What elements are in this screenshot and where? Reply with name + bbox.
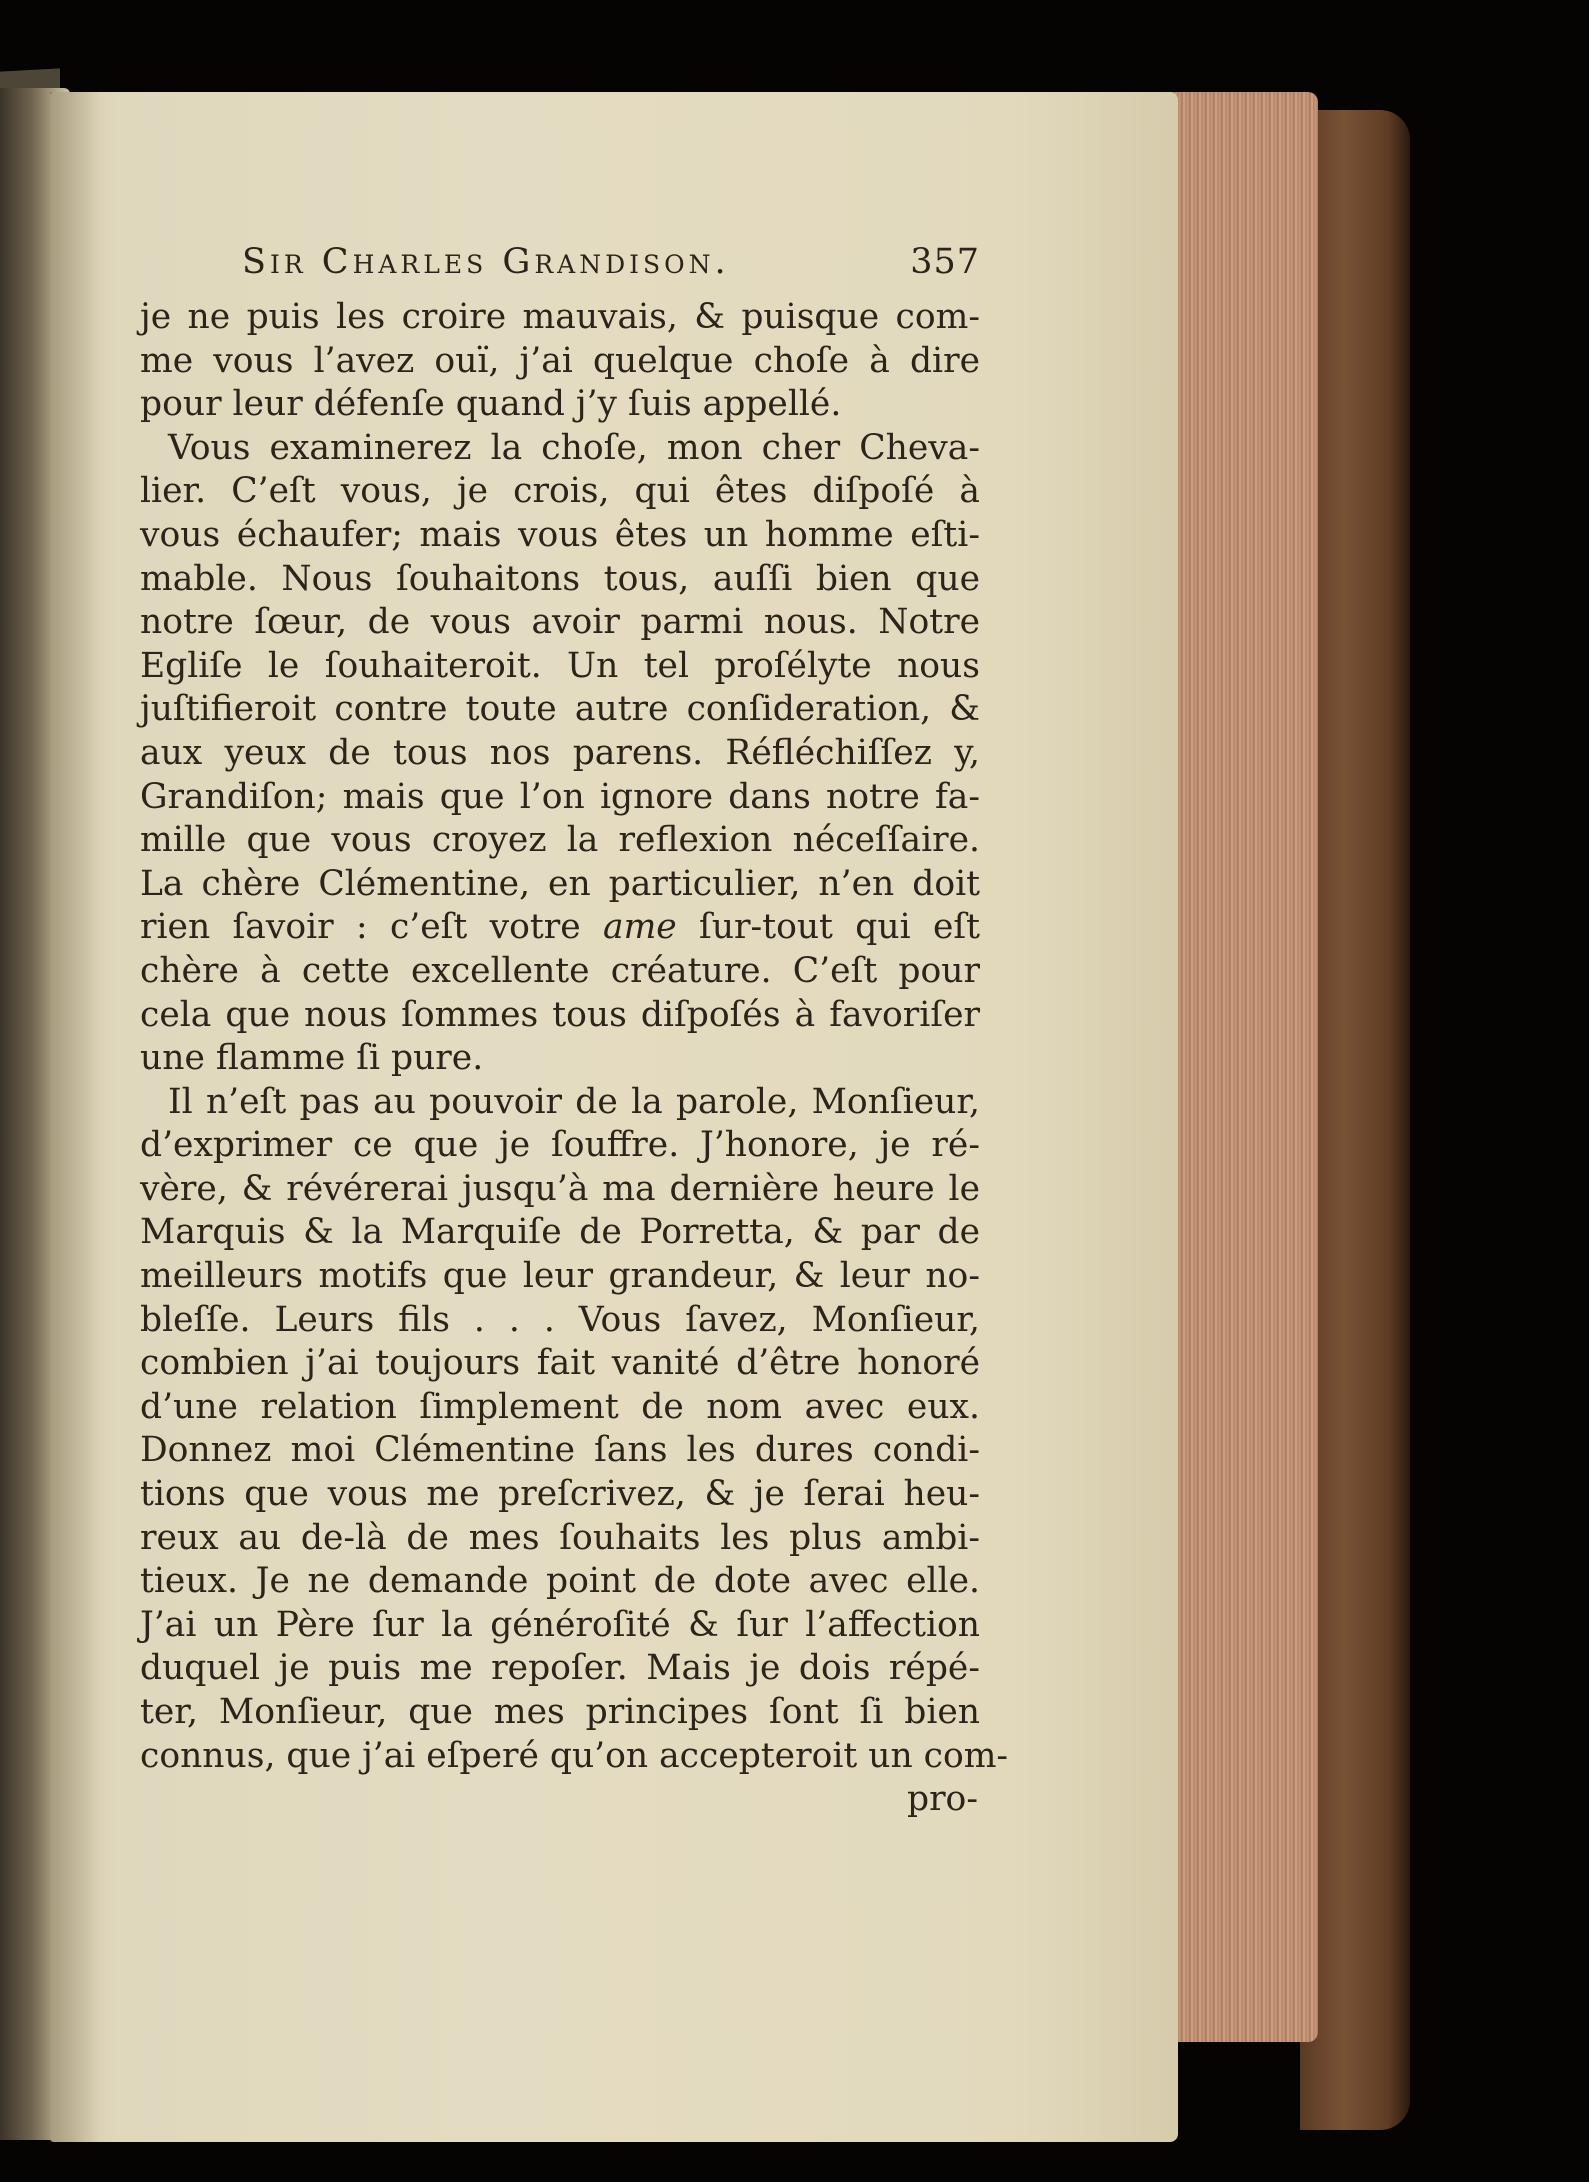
text-line: J’ai un Père ſur la généroſité & ſur l’affection: [140, 1604, 980, 1645]
text-line: lier. C’eſt vous, je crois, qui êtes diſpoſé à: [140, 471, 980, 512]
text-line: je ne puis les croire mauvais, & puisque com-: [140, 297, 980, 337]
text-line: combien j’ai toujours fait vanité d’être honoré: [140, 1343, 980, 1384]
text-line: Egliſe le ſouhaiteroit. Un tel proſélyte nous: [140, 645, 980, 686]
text-line: La chère Clémentine, en particulier, n’en doit: [140, 863, 980, 904]
running-title: Sir Charles Grandison.: [242, 242, 730, 282]
text-line: bleſſe. Leurs fils . . . Vous ſavez, Monſieur,: [140, 1299, 980, 1340]
page-block-edges: [1170, 92, 1318, 2042]
text-line: chère à cette excellente créature. C’eſt pour: [140, 950, 980, 991]
text-line: juſtifieroit contre toute autre conſideration, &: [140, 689, 980, 730]
text-line: reux au de-là de mes ſouhaits les plus ambi-: [140, 1517, 980, 1558]
text-line: tions que vous me preſcrivez, & je ſerai heu-: [140, 1474, 980, 1515]
page-text: [140, 236, 1009, 1822]
page-number: 357: [910, 242, 980, 282]
text-line: meilleurs motifs que leur grandeur, & leur no-: [140, 1256, 980, 1297]
text-line: mable. Nous ſouhaitons tous, auſſi bien que: [140, 558, 980, 599]
text-line: vous échaufer; mais vous êtes un homme eſti-: [140, 514, 980, 555]
text-line: Il n’eſt pas au pouvoir de la parole, Monſieur,: [168, 1081, 980, 1122]
text-line: Vous examinerez la choſe, mon cher Cheva-: [168, 427, 980, 468]
text-line: une flamme ſi pure.: [140, 1038, 484, 1079]
text-line: Marquis & la Marquiſe de Porretta, & par de: [140, 1212, 980, 1253]
text-line: Grandiſon; mais que l’on ignore dans notre fa-: [140, 776, 980, 817]
text-segment: ſur-tout qui eſt: [676, 907, 980, 948]
text-segment: rien ſavoir : c’eſt votre: [140, 907, 604, 948]
text-line: me vous l’avez ouï, j’ai quelque choſe à dire: [140, 340, 980, 381]
text-line: connus, que j’ai eſperé qu’on accepteroit un com-: [140, 1735, 1009, 1776]
body-text: [140, 296, 1009, 1778]
catchword: pro-: [906, 1779, 978, 1820]
text-line: pour leur défenſe quand j’y ſuis appellé.: [140, 384, 842, 425]
text-line: cela que nous ſommes tous diſpoſés à favoriſer: [140, 994, 980, 1035]
text-line: d’exprimer ce que je ſouffre. J’honore, je ré-: [140, 1125, 980, 1166]
text-line: duquel je puis me repoſer. Mais je dois répé-: [140, 1648, 980, 1689]
text-line: vère, & révérerai jusqu’à ma dernière heure le: [140, 1168, 980, 1209]
running-head: [140, 236, 980, 296]
text-line: notre ſœur, de vous avoir parmi nous. Notre: [140, 602, 980, 643]
text-line: d’une relation ſimplement de nom avec eux.: [140, 1386, 980, 1427]
text-line: ter, Monſieur, que mes principes ſont ſi bien: [140, 1692, 980, 1732]
italic-word: ame: [603, 907, 677, 948]
text-line: mille que vous croyez la reflexion néceſſaire.: [140, 820, 980, 861]
text-line: [140, 906, 980, 950]
text-line: tieux. Je ne demande point de dote avec elle.: [140, 1561, 980, 1602]
text-line: aux yeux de tous nos parens. Réfléchiſſez y,: [140, 732, 980, 773]
text-line: Donnez moi Clémentine ſans les dures condi-: [140, 1430, 980, 1471]
